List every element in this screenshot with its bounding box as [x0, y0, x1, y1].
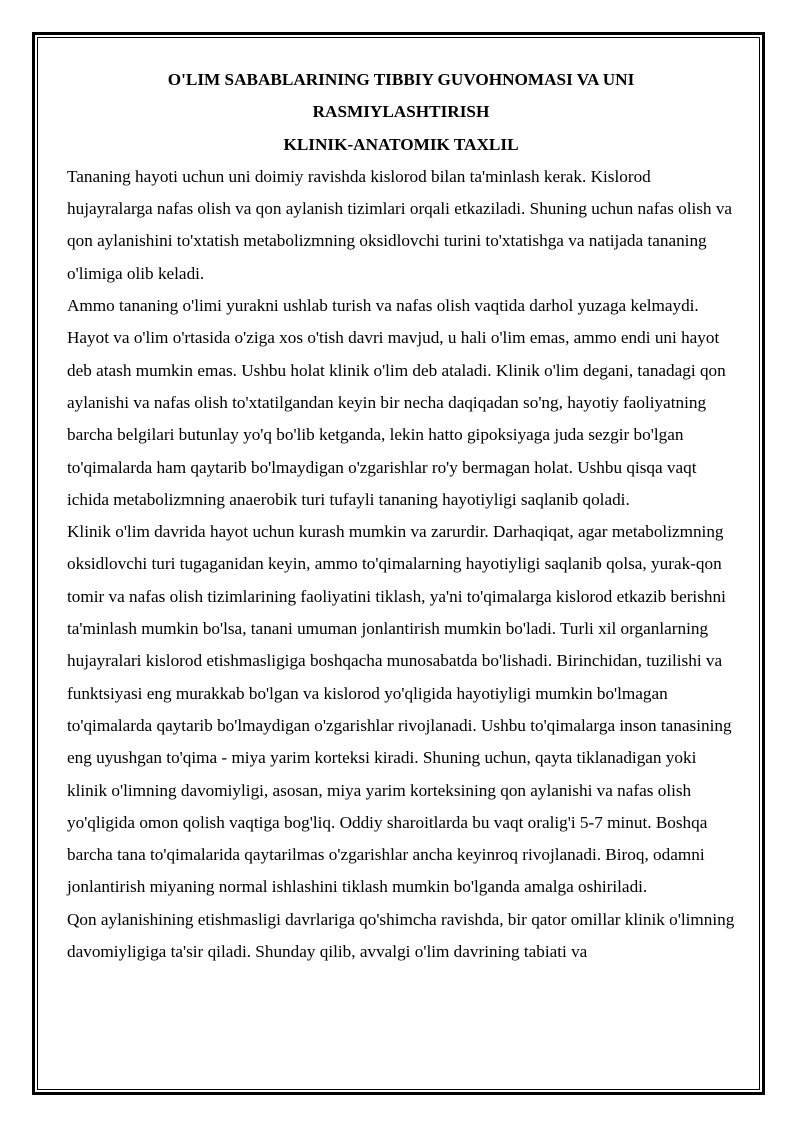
paragraph-2: Ammo tananing o'limi yurakni ushlab turish va nafas olish vaqtida darhol yuzaga kelmaydi. Hayot va o'lim o'rtasida o'ziga xos o'tish davri mavjud, u hali o'lim emas, ammo endi uni hayot deb atash mumkin emas. Ushbu holat klinik o'lim deb ataladi. Klinik o'lim degani, tanadagi qon aylanishi va nafas olish to'xtatilgandan keyin bir necha daqiqadan so'ng, hayotiy faoliyatning barcha belgilari butunlay yo'q bo'lib ketganda, lekin hatto gipoksiyaga juda sezgir bo'lgan to'qimalarda ham qaytarib bo'lmaydigan o'zgarishlar ro'y bermagan holat. Ushbu qisqa vaqt ichida metabolizmning anaerobik turi tufayli tananing hayotiyligi saqlanib qoladi.: [67, 296, 726, 509]
document-title: [67, 64, 735, 161]
document-body: [67, 64, 735, 968]
title-line-1: O'LIM SABABLARINING TIBBIY GUVOHNOMASI VA UNI: [167, 70, 635, 89]
paragraph-3: Klinik o'lim davrida hayot uchun kurash mumkin va zarurdir. Darhaqiqat, agar metabolizmning oksidlovchi turi tugaganidan keyin, ammo to'qimalarning hayotiyligi saqlanib qolsa, yurak-qon tomir va nafas olish tizimlarining faoliyatini tiklash, ya'ni to'qimalarga kislorod etkazib berishni ta'minlash mumkin bo'lsa, tanani umuman jonlantirish mumkin bo'ladi. Turli xil organlarning hujayralari kislorod etishmasligiga boshqacha munosabatda bo'lishadi. Birinchidan, tuzilishi va funktsiyasi eng murakkab bo'lgan va kislorod yo'qligida hayotiyligi mumkin bo'lmagan to'qimalarda qaytarib bo'lmaydigan o'zgarishlar rivojlanadi. Ushbu to'qimalarga inson tanasining eng uyushgan to'qima - miya yarim korteksi kiradi. Shuning uchun, qayta tiklanadigan yoki klinik o'limning davomiyligi, asosan, miya yarim korteksining qon aylanishi va nafas olish yo'qligida omon qolish vaqtiga bog'liq. Oddiy sharoitlarda bu vaqt oralig'i 5-7 minut. Boshqa barcha tana to'qimalarida qaytarilmas o'zgarishlar ancha keyinroq rivojlanadi. Biroq, odamni jonlantirish miyaning normal ishlashini tiklash mumkin bo'lganda amalga oshiriladi.: [67, 522, 732, 897]
paragraph-4: Qon aylanishining etishmasligi davrlariga qo'shimcha ravishda, bir qator omillar klinik o'limning davomiyligiga ta'sir qiladi. Shunday qilib, avvalgi o'lim davrining tabiati va: [67, 909, 735, 962]
paragraph-1: Tananing hayoti uchun uni doimiy ravishda kislorod bilan ta'minlash kerak. Kislorod hujayralarga nafas olish va qon aylanish tizimlari orqali etkaziladi. Shuning uchun nafas olish va qon aylanishini to'xtatish metabolizmning oksidlovchi turini to'xtatishga va natijada tananing o'limiga olib keladi.: [67, 166, 733, 283]
subtitle-line: KLINIK-ANATOMIK TAXLIL: [283, 134, 519, 154]
title-line-2: RASMIYLASHTIRISH: [312, 102, 490, 122]
